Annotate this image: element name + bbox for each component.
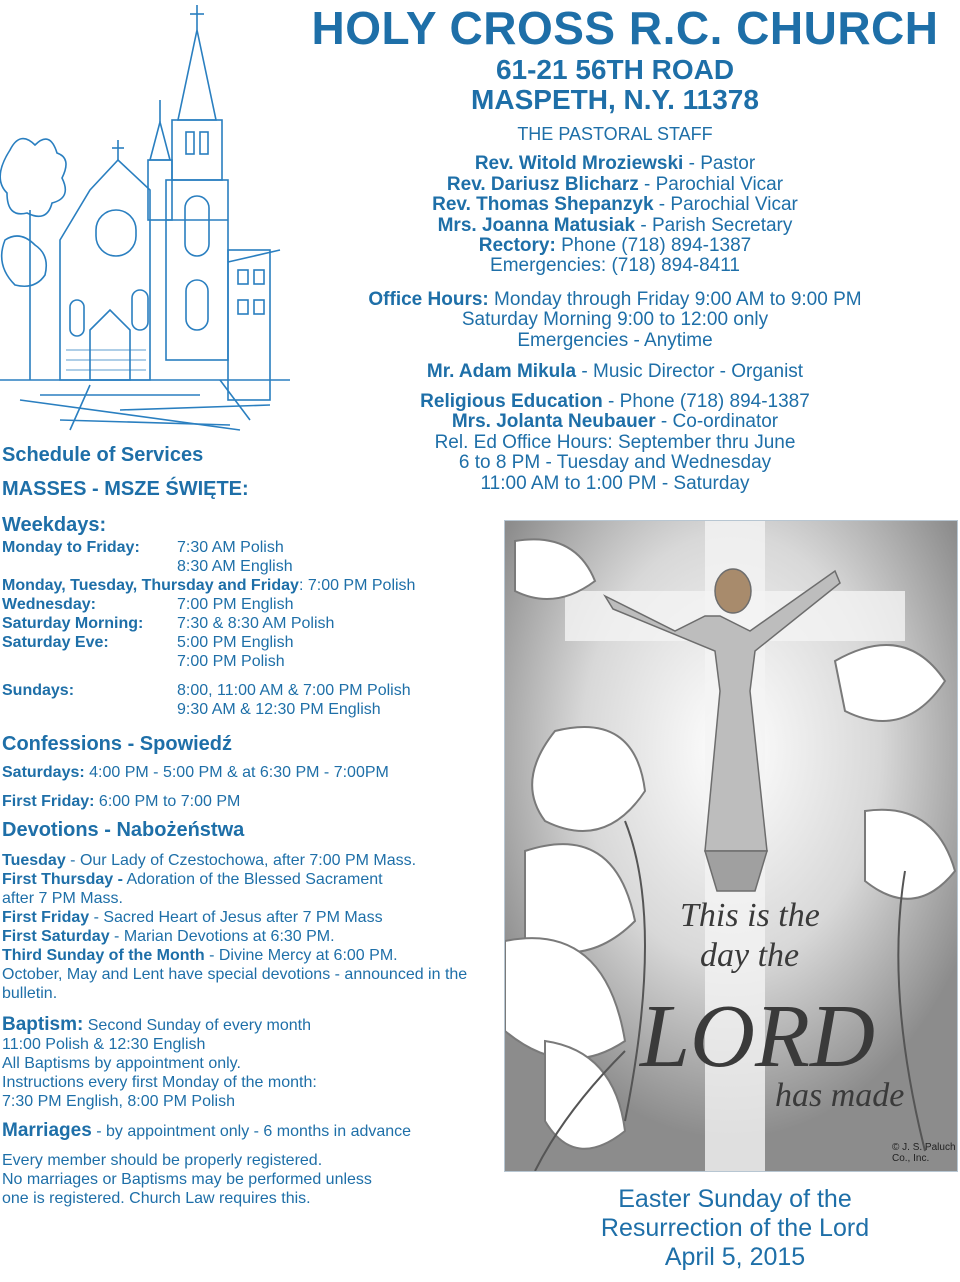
mass-time: 8:30 AM English [177, 558, 293, 575]
confessions-saturdays [2, 763, 497, 782]
schedule-heading: Schedule of Services [2, 444, 204, 466]
staff-name: Rev. Witold Mroziewski [474, 153, 684, 175]
staff-role: - Parish Secretary [635, 214, 793, 236]
confessions-heading: Confessions - Spowiedź [2, 733, 233, 755]
staff-name: Rev. Dariusz Blicharz [446, 173, 639, 195]
devotion-label: Tuesday [2, 852, 66, 869]
office-hours-label: Office Hours: [368, 289, 489, 310]
mass-time: 7:30 AM Polish [177, 539, 284, 556]
rel-ed-hours-weekday: 6 to 8 PM - Tuesday and Wednesday [458, 452, 772, 474]
devotion-text: after 7 PM Mass. [2, 890, 123, 907]
baptism-instructions: Instructions every first Monday of the month: [2, 1074, 317, 1091]
staff-member [360, 195, 870, 215]
emergency-phone: Emergencies: (718) 894-8411 [490, 255, 740, 277]
image-script-line-1: This is the [680, 897, 820, 934]
office-hours-emergencies: Emergencies - Anytime [517, 329, 713, 351]
rectory-phone: Phone (718) 894-1387 [555, 235, 752, 257]
office-hours [350, 290, 880, 351]
office-hours-weekdays: Monday through Friday 9:00 AM to 9:00 PM [488, 289, 862, 310]
image-script-line-2: day the [700, 937, 800, 974]
music-director-name: Mr. Adam Mikula [426, 361, 577, 382]
mass-day-label: Monday, Tuesday, Thursday and Friday [2, 577, 299, 594]
baptism-label: Baptism: [2, 1014, 84, 1035]
weekdays-heading: Weekdays: [2, 514, 107, 536]
baptism-text: Second Sunday of every month [83, 1017, 311, 1034]
rel-ed-hours-title: Rel. Ed Office Hours: September thru June [434, 431, 796, 453]
devotion-item [2, 870, 497, 889]
schedule-column [2, 442, 497, 1208]
rectory-label: Rectory: [478, 235, 556, 257]
religious-education-phone: - Phone (718) 894-1387 [602, 391, 810, 412]
mass-time: : 7:00 PM Polish [298, 577, 416, 594]
mass-row [2, 595, 497, 614]
staff-name: Mrs. Joanna Matusiak [437, 214, 636, 236]
devotions-heading: Devotions - Nabożeństwa [2, 819, 245, 841]
easter-date: April 5, 2015 [664, 1243, 806, 1271]
staff-role: - Parochial Vicar [638, 173, 784, 195]
devotion-item [2, 946, 497, 965]
marriages-text: - by appointment only - 6 months in advance [91, 1123, 412, 1140]
religious-education-label: Religious Education [420, 391, 603, 412]
music-director [350, 361, 880, 383]
mass-time: 7:00 PM Polish [177, 653, 285, 670]
coordinator-role: - Co-ordinator [655, 411, 779, 433]
devotion-text: - Our Lady of Czestochowa, after 7:00 PM Mass. [65, 852, 417, 869]
devotion-text: - Divine Mercy at 6:00 PM. [204, 947, 398, 964]
mass-time: 7:00 PM English [177, 596, 294, 613]
staff-role: - Parochial Vicar [653, 194, 798, 216]
staff-name: Rev. Thomas Shepanzyk [432, 194, 654, 216]
mass-time: 7:30 & 8:30 AM Polish [177, 615, 335, 632]
staff-member [360, 175, 870, 195]
address-city: MASPETH, N.Y. 11378 [471, 84, 759, 115]
confessions-first-friday-time: 6:00 PM to 7:00 PM [94, 793, 241, 810]
image-copyright: © J. S. Paluch Co., Inc. [892, 1142, 956, 1164]
mass-day-label: Wednesday: [2, 596, 96, 613]
masses-heading: MASSES - MSZE ŚWIĘTE: [2, 478, 249, 500]
image-script-line-4: has made [775, 1077, 905, 1114]
baptism-instruction-times: 7:30 PM English, 8:00 PM Polish [2, 1093, 236, 1110]
devotion-label: First Thursday - [2, 871, 123, 888]
devotion-label: First Saturday [2, 928, 110, 945]
easter-caption [560, 1185, 910, 1272]
confessions-first-friday-label: First Friday: [2, 793, 95, 810]
registration-note-2: No marriages or Baptisms may be performed unless [2, 1171, 372, 1188]
rel-ed-hours-saturday: 11:00 AM to 1:00 PM - Saturday [480, 472, 750, 494]
mass-row [2, 614, 497, 633]
rectory-line [360, 236, 870, 256]
mass-day-label: Saturday Morning: [2, 615, 144, 632]
coordinator-name: Mrs. Jolanta Neubauer [451, 411, 656, 433]
confessions-first-friday [2, 792, 497, 811]
baptism-times: 11:00 Polish & 12:30 English [2, 1036, 206, 1053]
image-script-line-3: LORD [640, 987, 876, 1086]
devotion-label: First Friday [2, 909, 90, 926]
pastoral-staff [360, 124, 870, 277]
devotion-item [2, 927, 497, 946]
mass-row [2, 700, 497, 719]
church-title: HOLY CROSS R.C. CHURCH [311, 2, 939, 54]
staff-member [360, 216, 870, 236]
mass-day-label: Sundays: [2, 682, 75, 699]
mass-row [2, 681, 497, 700]
easter-line-2: Resurrection of the Lord [600, 1214, 870, 1242]
mass-time: 9:30 AM & 12:30 PM English [177, 701, 381, 718]
mass-row [2, 576, 497, 595]
devotion-item [2, 851, 497, 870]
registration-note-3: one is registered. Church Law requires this. [2, 1190, 311, 1207]
mass-time: 8:00, 11:00 AM & 7:00 PM Polish [177, 682, 411, 699]
confessions-saturdays-time: 4:00 PM - 5:00 PM & at 6:30 PM - 7:00PM [84, 764, 389, 781]
mass-row [2, 633, 497, 652]
music-director-role: - Music Director - Organist [576, 361, 804, 382]
devotion-label: Third Sunday of the Month [2, 947, 205, 964]
staff-heading: THE PASTORAL STAFF [517, 124, 713, 144]
easter-line-1: Easter Sunday of the [618, 1185, 852, 1213]
staff-member [360, 154, 870, 174]
mass-row [2, 652, 497, 671]
devotion-text: - Marian Devotions at 6:30 PM. [109, 928, 335, 945]
baptism-appointment: All Baptisms by appointment only. [2, 1055, 241, 1072]
mass-row [2, 538, 497, 557]
church-drawing-logo [0, 0, 290, 440]
mass-row [2, 557, 497, 576]
risen-christ-image [504, 520, 958, 1172]
mass-day-label: Monday to Friday: [2, 539, 140, 556]
devotion-item [2, 908, 497, 927]
devotion-text: Adoration of the Blessed Sacrament [122, 871, 383, 888]
devotion-text: - Sacred Heart of Jesus after 7 PM Mass [89, 909, 383, 926]
baptism-line [2, 1015, 497, 1035]
address-street: 61-21 56TH ROAD [495, 54, 735, 85]
confessions-saturdays-label: Saturdays: [2, 764, 85, 781]
devotion-special: October, May and Lent have special devotions - announced in the bulletin. [2, 966, 468, 1002]
staff-role: - Pastor [683, 153, 756, 175]
mass-time: 5:00 PM English [177, 634, 294, 651]
registration-note-1: Every member should be properly registered. [2, 1152, 323, 1169]
marriages-line [2, 1121, 497, 1141]
marriages-label: Marriages [2, 1120, 92, 1141]
mass-day-label: Saturday Eve: [2, 634, 109, 651]
office-hours-saturday: Saturday Morning 9:00 to 12:00 only [461, 309, 769, 331]
risen-christ-illustration [505, 521, 957, 1171]
